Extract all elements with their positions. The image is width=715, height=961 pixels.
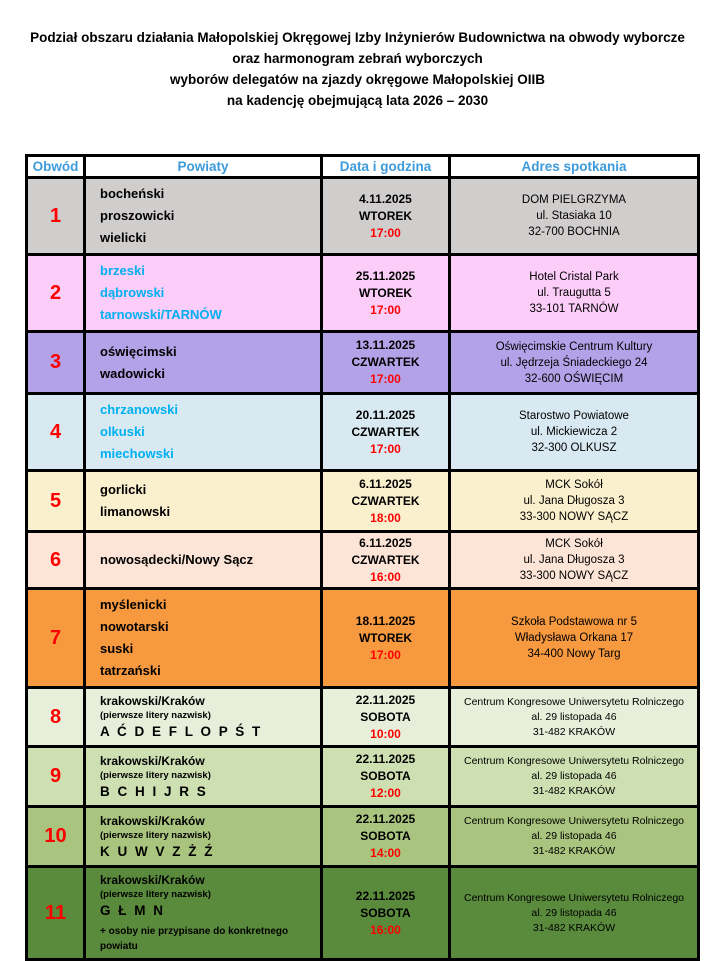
table-row-4: [27, 394, 699, 471]
counties-cell: [85, 532, 322, 589]
title-line-4: na kadencję obejmującą lata 2026 – 2030: [226, 93, 489, 108]
venue-name: MCK Sokół: [545, 538, 603, 550]
address-cell: [450, 807, 699, 867]
venue-city: 31-482 KRAKÓW: [532, 921, 616, 934]
district-number: 3: [27, 332, 85, 394]
venue-street: al. 29 listopada 46: [531, 830, 617, 842]
table-row-9: [27, 747, 699, 807]
district-number: 1: [27, 178, 85, 255]
title-line-2: oraz harmonogram zebrań wyborczych: [232, 51, 483, 66]
venue-name: Oświęcimskie Centrum Kultury: [495, 340, 653, 353]
unassigned-persons-note: + osoby nie przypisane do konkretnego powiatu: [100, 926, 289, 952]
date-cell: [322, 807, 450, 867]
address-cell: [450, 688, 699, 747]
meeting-date: 4.11.2025: [359, 191, 412, 206]
counties-cell: [85, 178, 322, 255]
address-cell: [450, 532, 699, 589]
table-row-10: [27, 807, 699, 867]
district-number: 11: [27, 867, 85, 960]
meeting-date: 22.11.2025: [355, 812, 416, 826]
surname-letters-note: (pierwsze litery nazwisk): [100, 829, 211, 841]
county-name: limanowski: [100, 504, 171, 519]
venue-city: 32-300 OLKUSZ: [531, 442, 617, 454]
meeting-time: 10:00: [370, 726, 401, 741]
meeting-weekday: WTOREK: [358, 285, 413, 300]
table-row-1: [27, 178, 699, 255]
table-row-6: [27, 532, 699, 589]
counties-cell: [85, 747, 322, 807]
table-row-8: [27, 688, 699, 747]
venue-street: ul. Jędrzeja Śniadeckiego 24: [500, 356, 648, 369]
meeting-weekday: SOBOTA: [360, 709, 411, 724]
venue-street: al. 29 listopada 46: [531, 710, 617, 723]
venue-name: Centrum Kongresowe Uniwersytetu Rolniczego: [463, 891, 685, 904]
county-name: gorlicki: [100, 482, 147, 497]
venue-city: 33-300 NOWY SĄCZ: [519, 570, 629, 582]
counties-cell: [85, 332, 322, 394]
surname-letters: B C H I J R S: [100, 783, 208, 799]
county-name: krakowski/Kraków: [100, 694, 205, 708]
meeting-time: 12:00: [370, 786, 401, 800]
venue-name: Centrum Kongresowe Uniwersytetu Rolniczego: [463, 815, 685, 827]
meeting-date: 20.11.2025: [355, 407, 416, 422]
county-name: tatrzański: [100, 663, 161, 678]
county-name: dąbrowski: [100, 285, 165, 300]
venue-city: 31-482 KRAKÓW: [532, 725, 616, 738]
venue-street: ul. Jana Długosza 3: [523, 554, 625, 566]
venue-name: Centrum Kongresowe Uniwersytetu Rolniczego: [463, 755, 685, 767]
county-name: suski: [100, 641, 134, 656]
meeting-time: 17:00: [370, 441, 401, 456]
surname-letters-note: (pierwsze litery nazwisk): [100, 889, 211, 900]
meeting-time: 14:00: [370, 846, 401, 860]
venue-city: 32-600 OŚWIĘCIM: [524, 372, 624, 385]
meeting-date: 13.11.2025: [355, 338, 416, 352]
district-number: 8: [27, 688, 85, 747]
date-cell: [322, 532, 450, 589]
venue-name: Centrum Kongresowe Uniwersytetu Rolniczego: [463, 695, 685, 708]
surname-letters: G Ł M N: [100, 903, 165, 918]
date-cell: [322, 255, 450, 332]
county-name: krakowski/Kraków: [100, 813, 205, 828]
meeting-date: 6.11.2025: [359, 476, 412, 491]
venue-street: ul. Stasiaka 10: [536, 210, 612, 222]
address-cell: [450, 867, 699, 960]
counties-cell: [85, 394, 322, 471]
meeting-weekday: CZWARTEK: [351, 424, 420, 439]
venue-street: Władysława Orkana 17: [514, 632, 634, 644]
meeting-date: 22.11.2025: [355, 888, 416, 903]
surname-letters: K U W V Z Ż Ź: [100, 843, 215, 859]
venue-name: MCK Sokół: [545, 479, 603, 491]
header-powiaty: Powiaty: [85, 156, 322, 178]
meeting-time: 16:00: [370, 569, 401, 584]
title-line-1: Podział obszaru działania Małopolskiej Okręgowej Izby Inżynierów Budownictwa na obwody wyborcze: [30, 30, 685, 45]
date-cell: [322, 867, 450, 960]
date-cell: [322, 178, 450, 255]
meeting-weekday: CZWARTEK: [351, 552, 420, 567]
venue-city: 34-400 Nowy Targ: [527, 648, 621, 660]
district-number: 9: [27, 747, 85, 807]
address-cell: [450, 255, 699, 332]
district-number: 6: [27, 532, 85, 589]
district-number: 7: [27, 589, 85, 688]
meeting-time: 17:00: [370, 302, 401, 317]
venue-city: 31-482 KRAKÓW: [532, 785, 616, 797]
county-name: nowosądecki/Nowy Sącz: [100, 552, 254, 567]
county-name: krakowski/Kraków: [100, 873, 205, 887]
meeting-weekday: WTOREK: [358, 630, 413, 645]
meeting-weekday: SOBOTA: [360, 769, 411, 783]
counties-cell: [85, 688, 322, 747]
venue-street: al. 29 listopada 46: [531, 770, 617, 782]
table-row-5: [27, 471, 699, 532]
county-name: proszowicki: [100, 208, 175, 223]
meeting-date: 25.11.2025: [355, 268, 416, 283]
meeting-time: 16:00: [370, 922, 401, 937]
venue-name: Hotel Cristal Park: [529, 271, 619, 283]
title-line-3: wyborów delegatów na zjazdy okręgowe Małopolskiej OIIB: [169, 72, 546, 87]
address-cell: [450, 394, 699, 471]
election-schedule-table: [25, 154, 700, 961]
venue-street: ul. Mickiewicza 2: [530, 426, 618, 438]
address-cell: [450, 747, 699, 807]
venue-city: 33-101 TARNÓW: [529, 303, 619, 315]
table-row-3: [27, 332, 699, 394]
meeting-weekday: CZWARTEK: [351, 493, 420, 508]
venue-street: ul. Jana Długosza 3: [523, 495, 625, 507]
venue-name: Starostwo Powiatowe: [519, 410, 629, 422]
date-cell: [322, 747, 450, 807]
meeting-date: 18.11.2025: [355, 613, 416, 628]
meeting-date: 22.11.2025: [355, 692, 416, 707]
document-title: [0, 0, 715, 111]
district-number: 10: [27, 807, 85, 867]
meeting-weekday: WTOREK: [358, 208, 413, 223]
venue-name: DOM PIELGRZYMA: [521, 194, 627, 206]
county-name: wielicki: [100, 230, 147, 245]
date-cell: [322, 688, 450, 747]
counties-cell: [85, 255, 322, 332]
header-obwod: Obwód: [27, 156, 85, 178]
county-name: olkuski: [100, 424, 145, 439]
county-name: chrzanowski: [100, 402, 179, 417]
district-number: 2: [27, 255, 85, 332]
meeting-date: 6.11.2025: [359, 535, 412, 550]
county-name: miechowski: [100, 446, 174, 461]
meeting-weekday: CZWARTEK: [351, 355, 420, 369]
county-name: tarnowski/TARNÓW: [100, 307, 222, 322]
meeting-time: 17:00: [370, 647, 401, 662]
county-name: bocheński: [100, 186, 165, 201]
table-row-11: [27, 867, 699, 960]
surname-letters-note: (pierwsze litery nazwisk): [100, 710, 211, 721]
meeting-time: 17:00: [370, 225, 401, 240]
address-cell: [450, 471, 699, 532]
county-name: myślenicki: [100, 597, 167, 612]
meeting-weekday: SOBOTA: [360, 905, 411, 920]
venue-city: 31-482 KRAKÓW: [532, 845, 616, 857]
header-adres: Adres spotkania: [450, 156, 699, 178]
date-cell: [322, 394, 450, 471]
date-cell: [322, 332, 450, 394]
venue-city: 32-700 BOCHNIA: [528, 226, 620, 238]
venue-city: 33-300 NOWY SĄCZ: [519, 511, 629, 523]
meeting-date: 22.11.2025: [355, 752, 416, 766]
county-name: krakowski/Kraków: [100, 753, 205, 768]
table-row-2: [27, 255, 699, 332]
address-cell: [450, 589, 699, 688]
table-row-7: [27, 589, 699, 688]
district-number: 5: [27, 471, 85, 532]
address-cell: [450, 332, 699, 394]
date-cell: [322, 471, 450, 532]
counties-cell: [85, 471, 322, 532]
surname-letters-note: (pierwsze litery nazwisk): [100, 769, 211, 781]
meeting-time: 17:00: [370, 372, 401, 386]
address-cell: [450, 178, 699, 255]
surname-letters: A Ć D E F L O P Ś T: [100, 724, 263, 739]
counties-cell: [85, 589, 322, 688]
district-number: 4: [27, 394, 85, 471]
county-name: oświęcimski: [100, 343, 177, 359]
county-name: nowotarski: [100, 619, 169, 634]
counties-cell: [85, 807, 322, 867]
meeting-weekday: SOBOTA: [360, 829, 411, 843]
venue-street: al. 29 listopada 46: [531, 906, 617, 919]
header-data-godzina: Data i godzina: [322, 156, 450, 178]
table-header-row: [27, 156, 699, 178]
counties-cell: [85, 867, 322, 960]
county-name: brzeski: [100, 263, 145, 278]
meeting-time: 18:00: [370, 510, 401, 525]
county-name: wadowicki: [100, 365, 166, 381]
date-cell: [322, 589, 450, 688]
venue-name: Szkoła Podstawowa nr 5: [511, 616, 637, 628]
venue-street: ul. Traugutta 5: [537, 287, 611, 299]
